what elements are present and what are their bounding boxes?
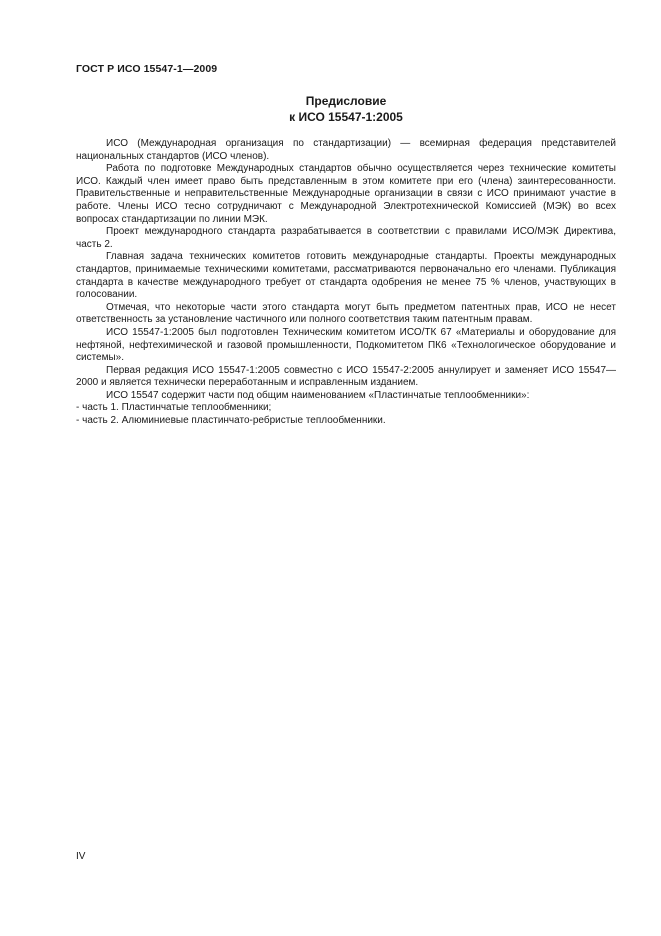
paragraph: Работа по подготовке Международных стандартов обычно осуществляется через технические комитеты ИСО. Каждый член имеет право быть представленным в этом комитете при его (члена) заинтересованности. Правительственные и неправительственные Международные организации в связи с ИСО принимают участие в работе. Члены ИСО тесно сотрудничают с Международной Электротехнической Комиссией (МЭК) во всех вопросах стандартизации по линии МЭК. [76,163,616,225]
paragraph: ИСО (Международная организация по стандартизации) — всемирная федерация представителей национальных стандартов (ИСО членов). [76,138,616,162]
foreword-title-line-1: Предисловие [305,94,387,108]
page-number: IV [76,851,86,862]
paragraph: Первая редакция ИСО 15547-1:2005 совместно с ИСО 15547-2:2005 аннулирует и заменяет ИСО 15547—2000 и является технически переработанным и исправленным изданием. [76,364,616,389]
foreword-title [76,93,616,125]
list-item: - часть 1. Пластинчатые теплообменники; [76,402,272,414]
paragraph: ИСО 15547-1:2005 был подготовлен Техническим комитетом ИСО/ТК 67 «Материалы и оборудование для нефтяной, нефтехимической и газовой промышленности, Подкомитетом ПК6 «Технологическое оборудование и системы». [76,326,616,364]
foreword-body [76,138,616,428]
paragraph: Главная задача технических комитетов готовить международные стандарты. Проекты международных стандартов, принимаемые техническими комитетами, рассматриваются первоначально его членами. Публикация стандарта в качестве международного требует от стандарта одобрения не менее 75 % членов, участвующих в голосовании. [76,251,616,301]
paragraph: Отмечая, что некоторые части этого стандарта могут быть предметом патентных прав, ИСО не несет ответственность за установление частичного или полного соответствия таким патентным правам. [76,301,616,326]
document-code-header: ГОСТ Р ИСО 15547-1—2009 [76,63,218,75]
paragraph: Проект международного стандарта разрабатывается в соответствии с правилами ИСО/МЭК Директива, часть 2. [76,226,616,250]
list-item: - часть 2. Алюминиевые пластинчато-ребристые теплообменники. [76,415,386,427]
paragraph: ИСО 15547 содержит части под общим наименованием «Пластинчатые теплообменники»: [106,389,530,401]
foreword-title-line-2: к ИСО 15547-1:2005 [289,110,403,124]
